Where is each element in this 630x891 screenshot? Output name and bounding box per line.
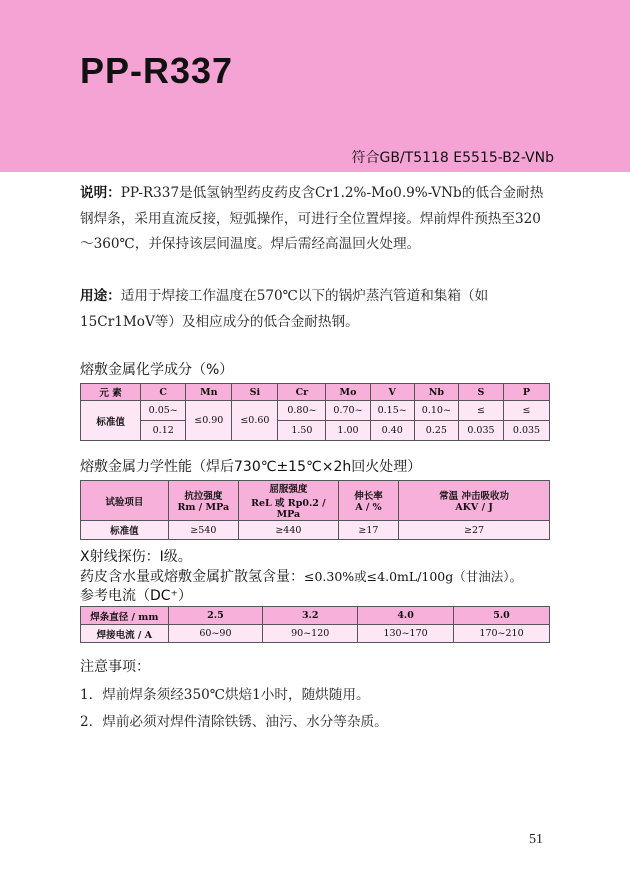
- mech-header-text: 抗拉强度: [184, 491, 223, 502]
- chem-value-cell: 0.25: [414, 421, 458, 441]
- chem-header-cell: P: [503, 384, 549, 401]
- mech-header-cell: [168, 481, 238, 521]
- diameter-cell: 5.0: [454, 607, 550, 625]
- chem-value-cell: 0.70~: [326, 401, 370, 421]
- diameter-label: 焊条直径 / mm: [81, 607, 169, 625]
- mech-header-cell: [238, 481, 338, 521]
- mech-header-text: 常温 冲击吸收功: [439, 491, 509, 502]
- diameter-cell: 2.5: [168, 607, 263, 625]
- chem-header-cell: Si: [232, 384, 278, 401]
- mech-value-cell: ≥27: [399, 521, 550, 540]
- standard-label: 符合GB/T5118 E5515-B2-VNb: [351, 150, 554, 166]
- mech-header-text: 屈服强度: [269, 484, 308, 495]
- chem-value-cell: 1.00: [326, 421, 370, 441]
- diameter-cell: 4.0: [358, 607, 454, 625]
- mech-header-cell: 试验项目: [81, 481, 169, 521]
- hydrogen-label: 药皮含水量或熔敷金属扩散氢含量：: [80, 569, 304, 585]
- chem-header-cell: V: [370, 384, 414, 401]
- description-paragraph: [80, 181, 550, 258]
- chem-value-cell: 0.40: [370, 421, 414, 441]
- usage-paragraph: [80, 284, 550, 335]
- chem-row-label: 标准值: [81, 401, 141, 441]
- mech-value-cell: ≥440: [238, 521, 338, 540]
- chem-value-cell: 0.80~: [278, 401, 326, 421]
- product-title: PP-R337: [80, 50, 234, 91]
- chem-header-cell: Cr: [278, 384, 326, 401]
- mech-row-label: 标准值: [81, 521, 169, 540]
- mech-value-cell: ≥17: [338, 521, 398, 540]
- current-cell: 90~120: [263, 625, 358, 643]
- usage-text: 适用于焊接工作温度在570℃以下的锅炉蒸汽管道和集箱（如15Cr1MoV等）及相应成分的低合金耐热钢。: [80, 288, 489, 330]
- chem-value-cell: ≤0.90: [186, 401, 232, 441]
- hydrogen-value: ≤0.30%或≤4.0mL/100g（甘油法）。: [304, 569, 523, 584]
- mech-value-cell: ≥540: [168, 521, 238, 540]
- chem-composition-table: [80, 383, 550, 441]
- description-text: PP-R337是低氢钠型药皮药皮含Cr1.2%-Mo0.9%-VNb的低合金耐热钢焊条，采用直流反接，短弧操作，可进行全位置焊接。焊前焊件预热至320～360℃，并保持该层间温度。焊后需经高温回火处理。: [80, 185, 544, 252]
- description-label: 说明：: [80, 185, 121, 201]
- chem-value-cell: 0.035: [458, 421, 503, 441]
- current-section-title: 参考电流（DC⁺）: [80, 588, 192, 604]
- note-item: 1．焊前焊条须经350℃烘焙1小时，随烘随用。: [80, 687, 370, 703]
- current-label: 焊接电流 / A: [81, 625, 169, 643]
- xray-line: X射线探伤：Ⅰ级。: [80, 549, 192, 565]
- chem-header-cell: Nb: [414, 384, 458, 401]
- chem-header-cell: C: [141, 384, 186, 401]
- chem-value-cell: 0.05~: [141, 401, 186, 421]
- mech-header-cell: [399, 481, 550, 521]
- current-cell: 130~170: [358, 625, 454, 643]
- chem-header-cell: Mo: [326, 384, 370, 401]
- chem-value-cell: 0.035: [503, 421, 549, 441]
- chem-value-cell: ≤: [503, 401, 549, 421]
- mech-properties-table: [80, 480, 550, 540]
- mech-section-title: 熔敷金属力学性能（焊后730℃±15℃×2h回火处理）: [80, 459, 422, 475]
- mech-header-unit: AKV / J: [455, 502, 493, 513]
- chem-value-cell: ≤0.60: [232, 401, 278, 441]
- chem-section-title: 熔敷金属化学成分（%）: [80, 362, 234, 378]
- mech-header-unit: A / %: [355, 502, 382, 513]
- chem-header-cell: Mn: [186, 384, 232, 401]
- mech-header-text: 伸长率: [354, 491, 383, 502]
- chem-header-cell: 元 素: [81, 384, 141, 401]
- chem-header-cell: S: [458, 384, 503, 401]
- mech-header-unit: Rm / MPa: [177, 502, 230, 513]
- chem-value-cell: ≤: [458, 401, 503, 421]
- note-item: 2．焊前必须对焊件清除铁锈、油污、水分等杂质。: [80, 714, 388, 730]
- mech-header-unit: ReL 或 Rp0.2 / MPa: [251, 498, 326, 520]
- current-table: [80, 606, 550, 643]
- usage-label: 用途：: [80, 288, 121, 304]
- mech-header-cell: [338, 481, 398, 521]
- chem-value-cell: 0.12: [141, 421, 186, 441]
- chem-value-cell: 1.50: [278, 421, 326, 441]
- current-cell: 60~90: [168, 625, 263, 643]
- chem-value-cell: 0.15~: [370, 401, 414, 421]
- diameter-cell: 3.2: [263, 607, 358, 625]
- current-cell: 170~210: [454, 625, 550, 643]
- page-number: 51: [529, 832, 543, 847]
- notes-title: 注意事项：: [80, 659, 150, 675]
- chem-value-cell: 0.10~: [414, 401, 458, 421]
- hydrogen-line: [80, 566, 522, 586]
